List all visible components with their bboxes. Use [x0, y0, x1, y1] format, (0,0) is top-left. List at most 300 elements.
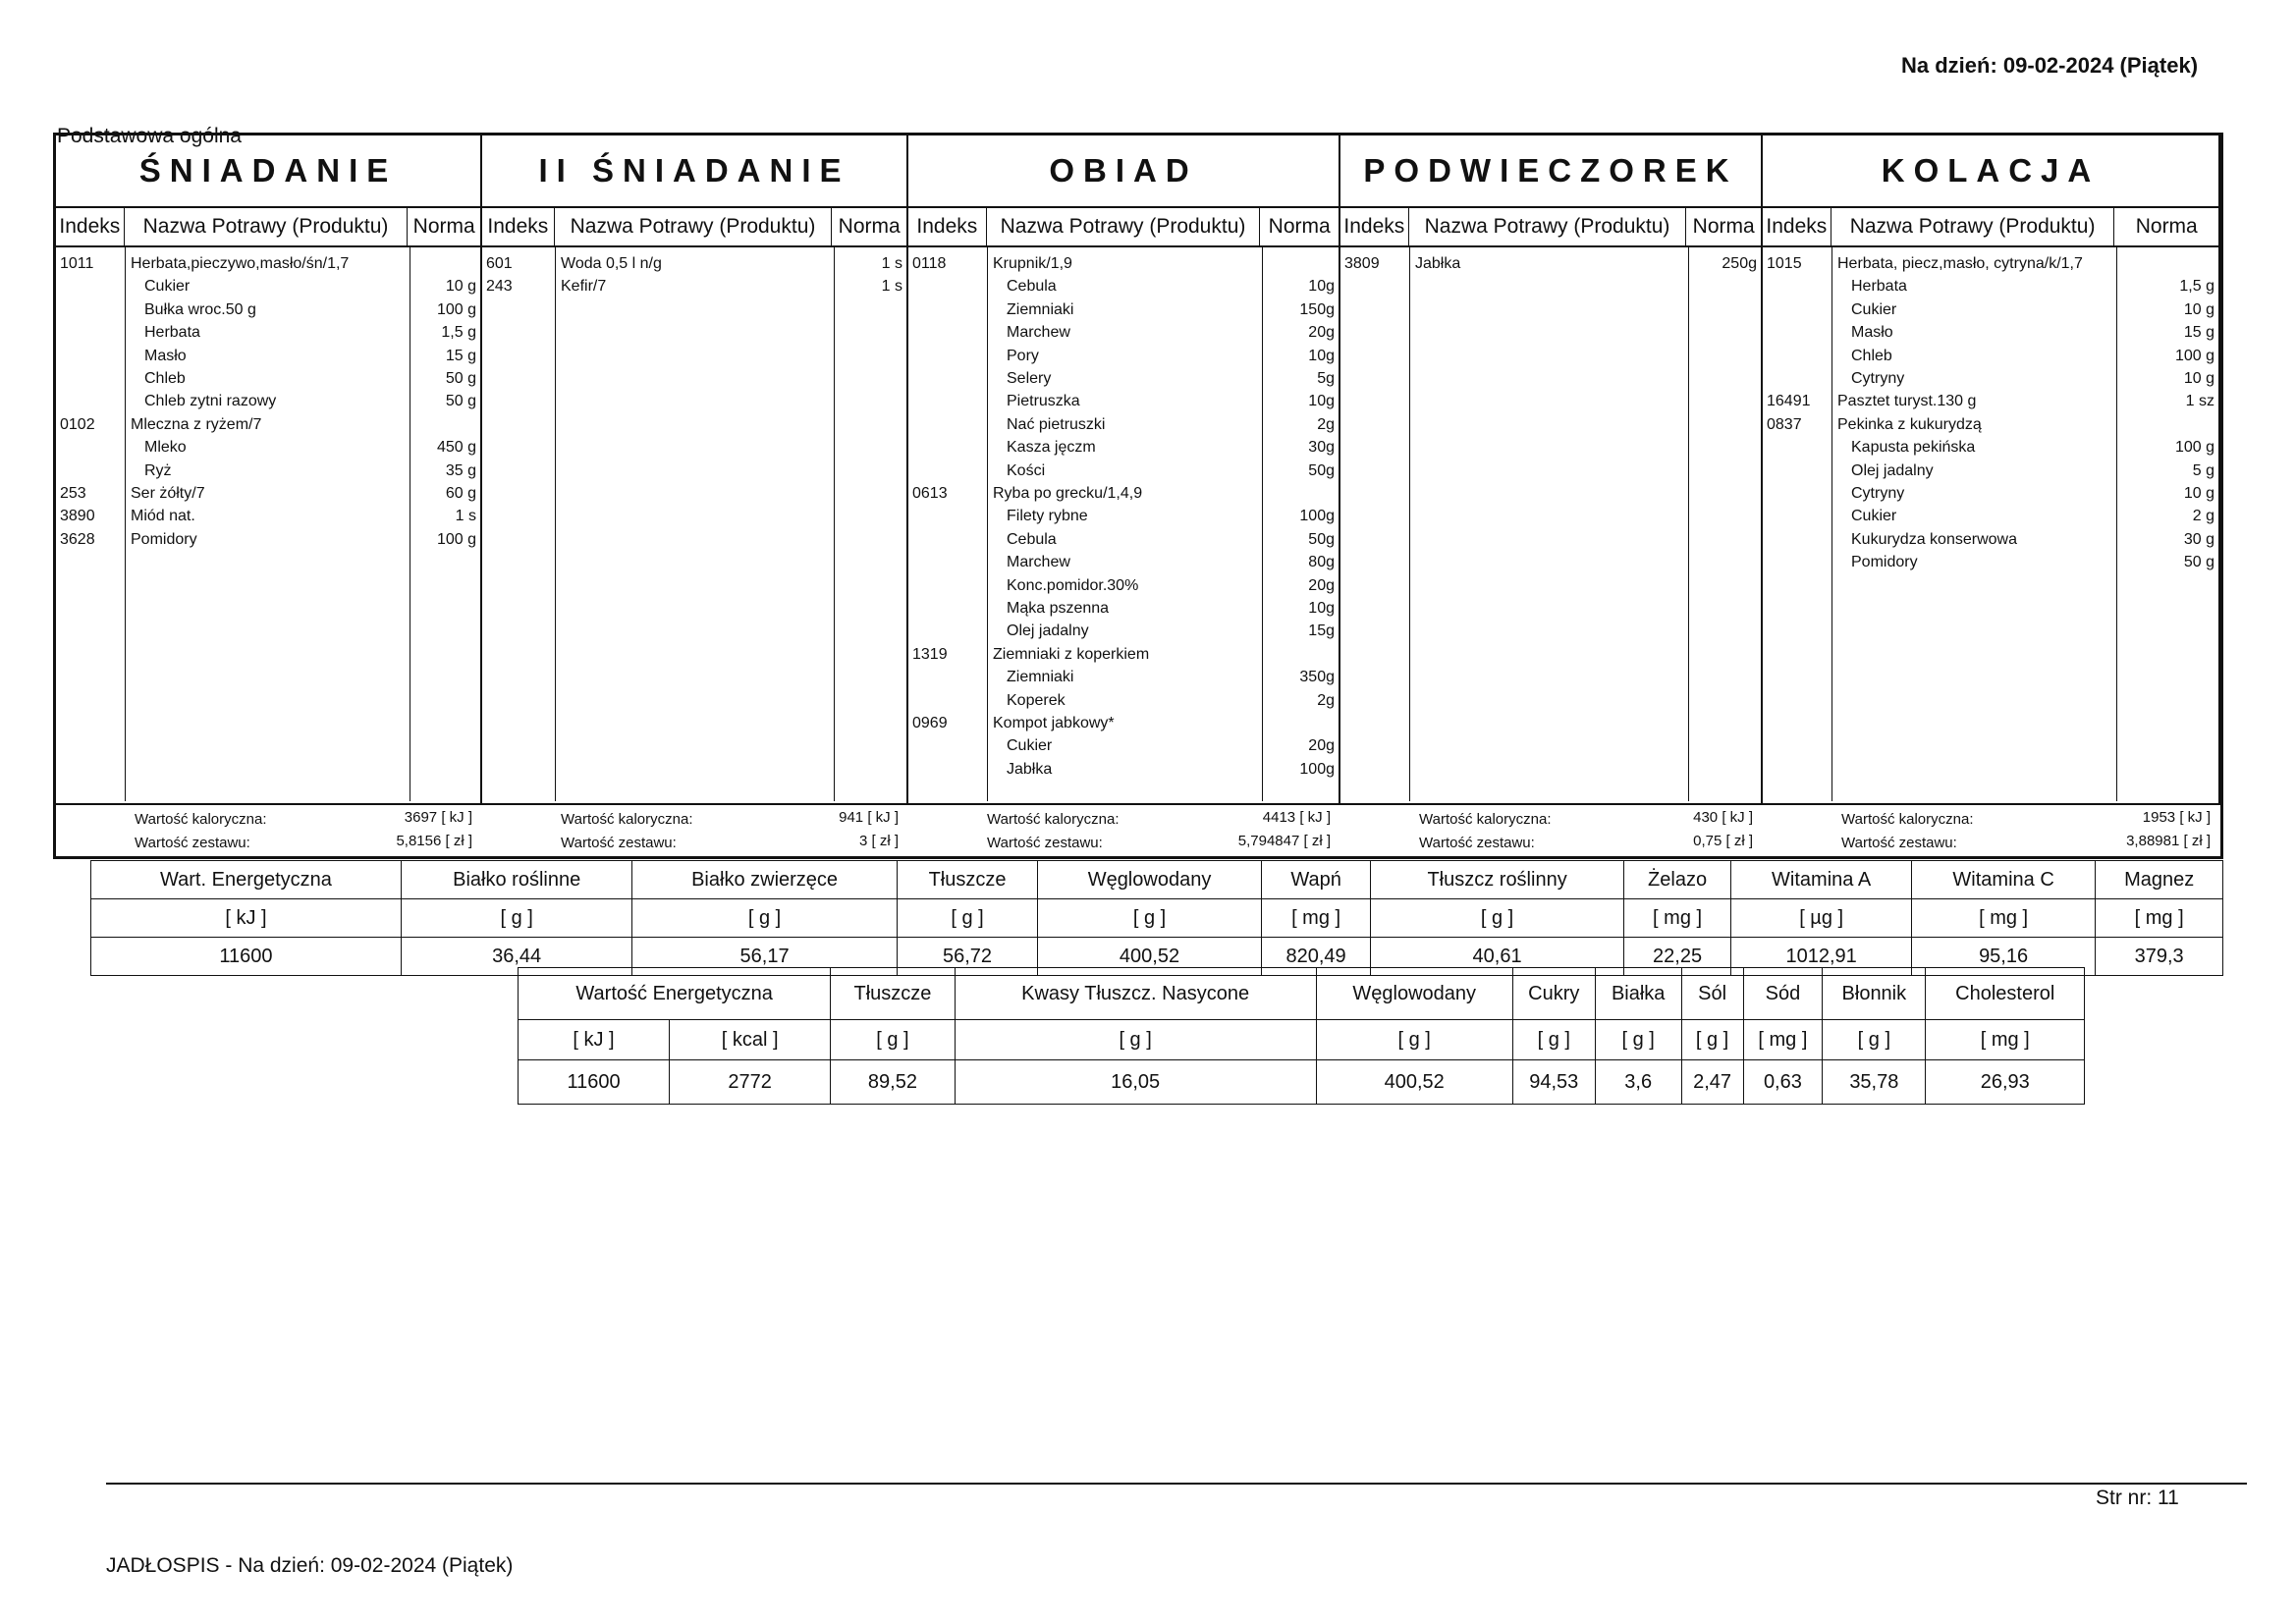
meal-column — [56, 135, 482, 803]
meal-items — [482, 247, 906, 801]
list-item — [56, 531, 480, 554]
footer-rule — [106, 1483, 2247, 1485]
item-norm: 10 g — [2183, 370, 2214, 387]
list-item — [1763, 531, 2218, 554]
kcal-label: Wartość kaloryczna: — [987, 811, 1120, 828]
item-name: Woda 0,5 l n/g — [561, 255, 662, 272]
kcal-label: Wartość kaloryczna: — [135, 811, 267, 828]
item-norm: 10g — [1308, 347, 1335, 364]
nutrient-value: 2,47 — [1681, 1060, 1743, 1105]
meal-summary — [56, 803, 2220, 858]
list-item — [56, 370, 480, 393]
list-item — [908, 324, 1339, 347]
item-name: Konc.pomidor.30% — [1007, 576, 1139, 594]
meal-items — [56, 247, 480, 801]
nutrient-value: 94,53 — [1512, 1060, 1595, 1105]
list-item — [56, 485, 480, 508]
item-norm: 15 g — [445, 347, 476, 364]
nutrient-value: 2772 — [670, 1060, 831, 1105]
item-norm: 30 g — [2183, 530, 2214, 548]
column-headers — [482, 208, 906, 247]
nutrient-value: 22,25 — [1623, 938, 1731, 976]
item-name: Cukier — [1851, 300, 1897, 318]
nutrient-unit: [ g ] — [1512, 1020, 1595, 1060]
column-norm: Norma — [2135, 215, 2198, 238]
nutrient-header: Witamina C — [1911, 861, 2095, 899]
nutrient-header: Witamina A — [1731, 861, 1912, 899]
list-item — [908, 416, 1339, 439]
meal-summary-cell — [56, 805, 482, 858]
item-name: Mąka pszenna — [1007, 600, 1110, 617]
kcal-value: 1953 [ kJ ] — [2142, 809, 2211, 826]
item-norm: 150g — [1299, 300, 1335, 318]
nutrient-unit: [ kJ ] — [519, 1020, 670, 1060]
column-norm: Norma — [412, 215, 475, 238]
item-norm: 35 g — [445, 461, 476, 479]
nutrient-unit: [ g ] — [632, 899, 897, 938]
kcal-value: 430 [ kJ ] — [1693, 809, 1753, 826]
list-item — [56, 416, 480, 439]
item-norm: 1,5 g — [2179, 278, 2214, 296]
item-norm: 20g — [1308, 737, 1335, 755]
nutrient-value: 56,17 — [632, 938, 897, 976]
column-name: Nazwa Potrawy (Produktu) — [987, 208, 1261, 245]
nutrient-unit: [ kcal ] — [670, 1020, 831, 1060]
list-item — [1763, 508, 2218, 530]
nutrient-unit: [ mg ] — [1926, 1020, 2085, 1060]
item-norm: 20g — [1308, 324, 1335, 342]
nutrient-header: Białko zwierzęce — [632, 861, 897, 899]
item-index: 3628 — [60, 530, 95, 548]
nutrition-table-1 — [90, 860, 2223, 976]
nutrient-value: 56,72 — [897, 938, 1038, 976]
cost-value: 5,794847 [ zł ] — [1237, 833, 1331, 849]
nutrient-header: Kwasy Tłuszcz. Nasycone — [955, 968, 1316, 1020]
list-item — [908, 531, 1339, 554]
column-divider — [834, 247, 835, 801]
column-headers — [1340, 208, 1761, 247]
item-name: Koperek — [1007, 691, 1066, 709]
item-name: Pomidory — [131, 530, 197, 548]
item-index: 1011 — [60, 255, 94, 272]
item-norm: 10 g — [445, 278, 476, 296]
item-index: 0837 — [1767, 415, 1802, 433]
item-name: Cebula — [1007, 530, 1057, 548]
cost-label: Wartość zestawu: — [561, 835, 677, 851]
nutrient-unit: [ g ] — [831, 1020, 955, 1060]
nutrient-header: Tłuszcze — [831, 968, 955, 1020]
nutrient-header: Węglowodany — [1038, 861, 1261, 899]
meal-column — [482, 135, 908, 803]
item-name: Pietruszka — [1007, 393, 1080, 410]
item-name: Ziemniaki — [1007, 669, 1074, 686]
nutrient-value: 3,6 — [1595, 1060, 1681, 1105]
nutrient-header: Wart. Energetyczna — [91, 861, 402, 899]
list-item — [908, 577, 1339, 600]
meal-summary-cell — [482, 805, 908, 858]
item-norm: 2g — [1317, 415, 1335, 433]
item-norm: 15 g — [2183, 324, 2214, 342]
item-name: Herbata — [144, 324, 200, 342]
item-name: Miód nat. — [131, 508, 195, 525]
item-norm: 1,5 g — [441, 324, 476, 342]
nutrient-header: Tłuszcz roślinny — [1371, 861, 1623, 899]
item-norm: 10 g — [2183, 485, 2214, 502]
nutrient-unit: [ g ] — [1038, 899, 1261, 938]
list-item — [908, 370, 1339, 393]
item-norm: 10g — [1308, 600, 1335, 617]
column-index: Indeks — [908, 208, 987, 245]
list-item — [908, 255, 1339, 278]
nutrient-unit: [ mg ] — [1623, 899, 1731, 938]
item-norm: 2 g — [2192, 508, 2214, 525]
item-index: 0102 — [60, 415, 95, 433]
item-name: Marchew — [1007, 554, 1070, 571]
item-name: Masło — [1851, 324, 1893, 342]
nutrient-value: 36,44 — [401, 938, 631, 976]
column-name: Nazwa Potrawy (Produktu) — [1831, 208, 2115, 245]
header-date: Na dzień: 09-02-2024 (Piątek) — [1901, 53, 2199, 78]
item-name: Cukier — [144, 278, 191, 296]
list-item — [1763, 462, 2218, 485]
item-name: Jabłka — [1007, 760, 1053, 778]
nutrient-header: Cukry — [1512, 968, 1595, 1020]
list-item — [908, 600, 1339, 622]
nutrient-unit: [ mg ] — [2096, 899, 2223, 938]
header-row — [519, 968, 2085, 1020]
list-item — [908, 348, 1339, 370]
column-index: Indeks — [1763, 208, 1831, 245]
nutrient-header: Magnez — [2096, 861, 2223, 899]
item-index: 0969 — [912, 715, 948, 731]
nutrient-header: Błonnik — [1823, 968, 1926, 1020]
nutrient-value: 95,16 — [1911, 938, 2095, 976]
column-norm: Norma — [1692, 215, 1755, 238]
nutrient-unit: [ mg ] — [1261, 899, 1371, 938]
cost-label: Wartość zestawu: — [1841, 835, 1957, 851]
item-norm: 1 s — [881, 255, 902, 272]
list-item — [1763, 324, 2218, 347]
item-norm: 5g — [1317, 370, 1335, 387]
list-item — [908, 278, 1339, 300]
meal-summary-cell — [1340, 805, 1763, 858]
item-name: Kapusta pekińska — [1851, 439, 1976, 457]
nutrient-unit: [ mg ] — [1911, 899, 2095, 938]
nutrient-value: 1012,91 — [1731, 938, 1912, 976]
kcal-label: Wartość kaloryczna: — [1841, 811, 1974, 828]
item-norm: 100 g — [2174, 439, 2214, 457]
cost-label: Wartość zestawu: — [1419, 835, 1535, 851]
nutrient-value: 26,93 — [1926, 1060, 2085, 1105]
item-name: Olej jadalny — [1007, 622, 1089, 640]
diet-name: Podstawowa ogólna — [57, 125, 242, 147]
item-name: Pory — [1007, 347, 1039, 364]
item-name: Cytryny — [1851, 370, 1905, 387]
column-index: Indeks — [1340, 208, 1409, 245]
nutrient-value: 16,05 — [955, 1060, 1316, 1105]
list-item — [908, 301, 1339, 324]
list-item — [1763, 348, 2218, 370]
item-norm: 50g — [1308, 461, 1335, 479]
list-item — [1340, 255, 1761, 278]
item-norm: 50 g — [445, 393, 476, 410]
item-name: Nać pietruszki — [1007, 415, 1106, 433]
item-norm: 100g — [1299, 508, 1335, 525]
nutrient-unit: [ g ] — [1595, 1020, 1681, 1060]
nutrient-header: Sód — [1743, 968, 1823, 1020]
list-item — [908, 669, 1339, 691]
nutrient-header: Sól — [1681, 968, 1743, 1020]
item-name: Cytryny — [1851, 485, 1905, 502]
nutrient-value: 11600 — [519, 1060, 670, 1105]
header-row — [91, 861, 2223, 899]
nutrient-header: Białko roślinne — [401, 861, 631, 899]
item-index: 243 — [486, 278, 513, 296]
column-name: Nazwa Potrawy (Produktu) — [1409, 208, 1687, 245]
item-name: Pasztet turyst.130 g — [1837, 393, 1977, 410]
item-norm: 100 g — [436, 530, 476, 548]
nutrient-header: Białka — [1595, 968, 1681, 1020]
item-name: Ser żółty/7 — [131, 485, 205, 502]
nutrient-unit: [ g ] — [955, 1020, 1316, 1060]
list-item — [908, 622, 1339, 645]
item-norm: 10 g — [2183, 300, 2214, 318]
list-item — [56, 508, 480, 530]
item-index: 253 — [60, 485, 86, 502]
list-item — [908, 439, 1339, 461]
list-item — [56, 348, 480, 370]
item-name: Cukier — [1851, 508, 1897, 525]
meal-column — [908, 135, 1340, 803]
list-item — [56, 324, 480, 347]
kcal-value: 4413 [ kJ ] — [1262, 809, 1331, 826]
footer-title: JADŁOSPIS - Na dzień: 09-02-2024 (Piątek) — [106, 1554, 514, 1577]
item-name: Krupnik/1,9 — [993, 255, 1072, 272]
list-item — [908, 646, 1339, 669]
meal-items — [908, 247, 1339, 801]
meal-column — [1340, 135, 1763, 803]
item-name: Ziemniaki — [1007, 300, 1074, 318]
nutrient-unit: [ g ] — [1823, 1020, 1926, 1060]
list-item — [1763, 416, 2218, 439]
item-norm: 10g — [1308, 278, 1335, 296]
item-name: Filety rybne — [1007, 508, 1088, 525]
list-item — [1763, 278, 2218, 300]
nutrient-value: 35,78 — [1823, 1060, 1926, 1105]
item-name: Masło — [144, 347, 187, 364]
item-norm: 10g — [1308, 393, 1335, 410]
item-norm: 100g — [1299, 760, 1335, 778]
item-name: Pekinka z kukurydzą — [1837, 415, 1982, 433]
list-item — [56, 278, 480, 300]
item-name: Selery — [1007, 370, 1052, 387]
list-item — [56, 255, 480, 278]
item-norm: 450 g — [436, 439, 476, 457]
column-norm: Norma — [1268, 215, 1331, 238]
item-name: Bułka wroc.50 g — [144, 300, 256, 318]
item-norm: 50g — [1308, 530, 1335, 548]
item-norm: 15g — [1308, 622, 1335, 640]
nutrient-unit: [ µg ] — [1731, 899, 1912, 938]
column-divider — [1409, 247, 1410, 801]
column-index: Indeks — [482, 208, 555, 245]
list-item — [908, 485, 1339, 508]
item-name: Herbata,pieczywo,masło/śn/1,7 — [131, 255, 350, 272]
item-name: Kompot jabkowy* — [993, 715, 1115, 731]
item-norm: 1 s — [881, 278, 902, 296]
value-row — [519, 1060, 2085, 1105]
meal-summary-cell — [908, 805, 1340, 858]
list-item — [1763, 554, 2218, 576]
item-name: Herbata, piecz,masło, cytryna/k/1,7 — [1837, 255, 2083, 272]
item-norm: 80g — [1308, 554, 1335, 571]
item-norm: 1 sz — [2185, 393, 2214, 410]
list-item — [1763, 370, 2218, 393]
list-item — [908, 393, 1339, 415]
item-name: Olej jadalny — [1851, 461, 1934, 479]
list-item — [908, 508, 1339, 530]
item-name: Ryż — [144, 461, 172, 479]
column-name: Nazwa Potrawy (Produktu) — [125, 208, 409, 245]
cost-value: 0,75 [ zł ] — [1693, 833, 1753, 849]
column-name: Nazwa Potrawy (Produktu) — [555, 208, 833, 245]
item-index: 16491 — [1767, 393, 1811, 410]
list-item — [908, 554, 1339, 576]
item-norm: 100 g — [436, 300, 476, 318]
list-item — [56, 301, 480, 324]
list-item — [1763, 301, 2218, 324]
nutrient-header: Tłuszcze — [897, 861, 1038, 899]
cost-value: 3 [ zł ] — [858, 833, 899, 849]
nutrient-value: 11600 — [91, 938, 402, 976]
list-item — [1763, 439, 2218, 461]
item-index: 3809 — [1344, 255, 1380, 272]
item-name: Chleb — [144, 370, 186, 387]
list-item — [56, 462, 480, 485]
unit-row — [91, 899, 2223, 938]
item-norm: 30g — [1308, 439, 1335, 457]
nutrient-unit: [ g ] — [401, 899, 631, 938]
column-headers — [1763, 208, 2218, 247]
list-item — [482, 278, 906, 300]
column-headers — [908, 208, 1339, 247]
nutrient-unit: [ g ] — [897, 899, 1038, 938]
item-norm: 50 g — [445, 370, 476, 387]
column-divider — [1688, 247, 1689, 801]
list-item — [908, 462, 1339, 485]
meal-title: II ŚNIADANIE — [482, 135, 906, 208]
page-number: Str nr: 11 — [2096, 1487, 2179, 1509]
nutrient-unit: [ kJ ] — [91, 899, 402, 938]
nutrient-unit: [ g ] — [1681, 1020, 1743, 1060]
item-index: 3890 — [60, 508, 95, 525]
nutrient-value: 89,52 — [831, 1060, 955, 1105]
item-name: Marchew — [1007, 324, 1070, 342]
column-norm: Norma — [838, 215, 901, 238]
list-item — [908, 761, 1339, 784]
item-name: Chleb zytni razowy — [144, 393, 277, 410]
item-name: Pomidory — [1851, 554, 1918, 571]
item-name: Mleko — [144, 439, 187, 457]
meal-summary-cell — [1763, 805, 2220, 858]
item-name: Kasza jęczm — [1007, 439, 1096, 457]
nutrient-value: 40,61 — [1371, 938, 1623, 976]
nutrient-unit: [ g ] — [1371, 899, 1623, 938]
list-item — [56, 393, 480, 415]
nutrient-value: 0,63 — [1743, 1060, 1823, 1105]
meal-title: KOLACJA — [1763, 135, 2218, 208]
cost-label: Wartość zestawu: — [987, 835, 1103, 851]
nutrition-table-2 — [518, 967, 2085, 1105]
list-item — [482, 255, 906, 278]
item-name: Herbata — [1851, 278, 1907, 296]
meal-title: PODWIECZOREK — [1340, 135, 1761, 208]
list-item — [56, 439, 480, 461]
meal-title: OBIAD — [908, 135, 1339, 208]
item-name: Kości — [1007, 461, 1046, 479]
item-norm: 250g — [1722, 255, 1757, 272]
item-index: 0613 — [912, 485, 948, 502]
item-name: Chleb — [1851, 347, 1892, 364]
column-headers — [56, 208, 480, 247]
item-index: 1015 — [1767, 255, 1802, 272]
cost-value: 3,88981 [ zł ] — [2126, 833, 2211, 849]
list-item — [1763, 485, 2218, 508]
nutrient-unit: [ g ] — [1316, 1020, 1512, 1060]
list-item — [1763, 393, 2218, 415]
item-norm: 50 g — [2183, 554, 2214, 571]
list-item — [908, 737, 1339, 760]
menu-table — [53, 133, 2223, 859]
item-name: Kukurydza konserwowa — [1851, 530, 2017, 548]
item-name: Ziemniaki z koperkiem — [993, 645, 1150, 663]
meal-items — [1763, 247, 2218, 801]
item-norm: 100 g — [2174, 347, 2214, 364]
meal-title: ŚNIADANIE — [56, 135, 480, 208]
nutrient-header: Wartość Energetyczna — [519, 968, 831, 1020]
nutrient-header: Żelazo — [1623, 861, 1731, 899]
kcal-label: Wartość kaloryczna: — [1419, 811, 1552, 828]
list-item — [1763, 255, 2218, 278]
unit-row — [519, 1020, 2085, 1060]
nutrient-unit: [ mg ] — [1743, 1020, 1823, 1060]
item-index: 0118 — [912, 255, 947, 272]
item-name: Cebula — [1007, 278, 1057, 296]
kcal-value: 941 [ kJ ] — [839, 809, 899, 826]
item-name: Mleczna z ryżem/7 — [131, 415, 262, 433]
item-norm: 20g — [1308, 576, 1335, 594]
item-name: Cukier — [1007, 737, 1053, 755]
nutrient-value: 400,52 — [1316, 1060, 1512, 1105]
list-item — [908, 692, 1339, 715]
nutrient-header: Węglowodany — [1316, 968, 1512, 1020]
item-name: Jabłka — [1415, 255, 1461, 272]
cost-label: Wartość zestawu: — [135, 835, 250, 851]
item-norm: 350g — [1299, 669, 1335, 686]
item-norm: 2g — [1317, 691, 1335, 709]
nutrient-value: 820,49 — [1261, 938, 1371, 976]
item-norm: 5 g — [2192, 461, 2214, 479]
item-name: Ryba po grecku/1,4,9 — [993, 485, 1143, 502]
nutrient-header: Cholesterol — [1926, 968, 2085, 1020]
column-index: Indeks — [56, 208, 125, 245]
nutrient-header: Wapń — [1261, 861, 1371, 899]
list-item — [908, 715, 1339, 737]
item-norm: 1 s — [455, 508, 476, 525]
kcal-value: 3697 [ kJ ] — [404, 809, 472, 826]
nutrient-value: 379,3 — [2096, 938, 2223, 976]
kcal-label: Wartość kaloryczna: — [561, 811, 693, 828]
